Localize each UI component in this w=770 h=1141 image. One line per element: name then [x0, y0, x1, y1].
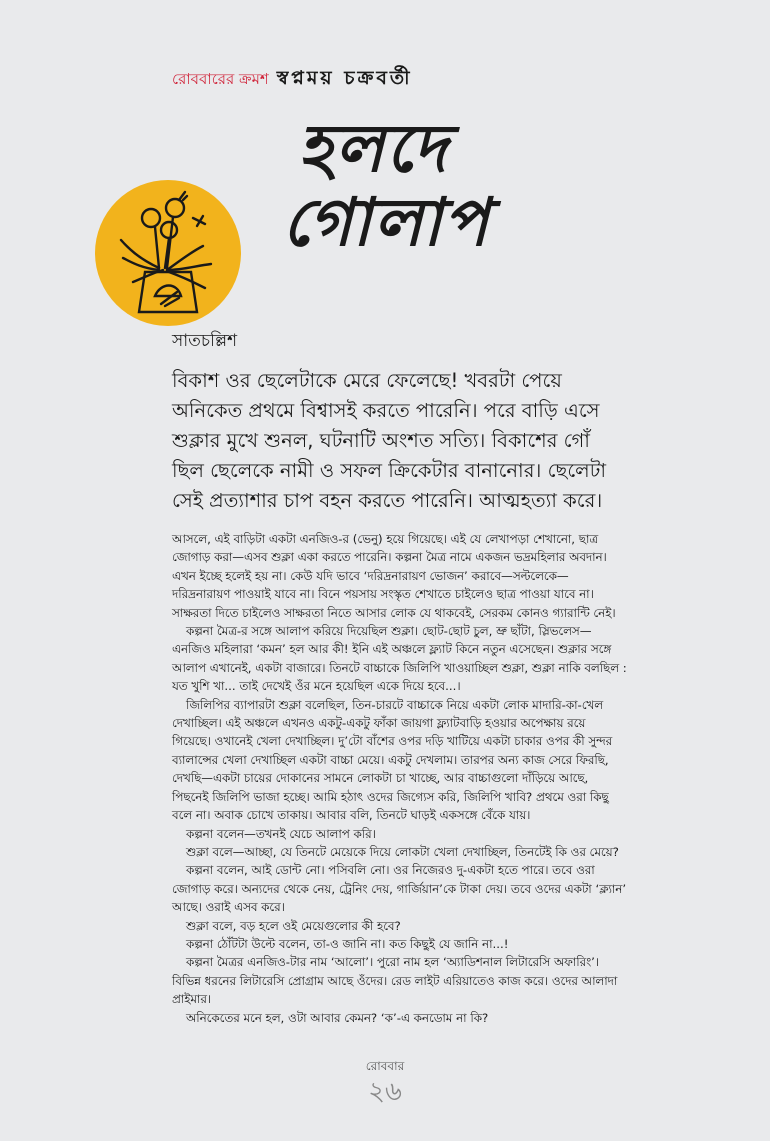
- body-paragraph: কল্পনা ঠোঁটটা উল্টে বলেন, তা-ও জানি না। কত কিছুই যে জানি না...!: [186, 936, 509, 951]
- title-word-2: গোলাপ: [282, 183, 491, 261]
- series-label: রোববারের ক্রমশ: [172, 70, 269, 88]
- body-paragraph: কল্পনা বলেন—তখনই যেচে আলাপ করি।: [186, 826, 376, 841]
- body-paragraph: জিলিপির ব্যাপারটা শুক্লা বলেছিল, তিন-চারটে বাচ্চাকে নিয়ে একটা লোক মাদারি-কা-খেল দেখাচ্ছিল। এই অঞ্চলে এখনও একটু-একটু ফাঁকা জায়গা ফ্ল্যাটবাড়ি হওয়ার অপেক্ষায় রয়ে গিয়েছে। ওখানেই খেলা দেখাচ্ছিল। দু’টো বাঁশের ওপর দড়ি খাটিয়ে একটা চাকার ওপর কী সুন্দর ব্যালান্সের খেলা দেখাচ্ছিল একটা বাচ্চা মেয়ে। একটু দেখলাম। তারপর অন্য কাজ সেরে ফিরছি, দেখছি—একটা চায়ের দোকানের সামনে লোকটা চা খাচ্ছে, আর বাচ্চাগুলো দাঁড়িয়ে আছে, পিছনেই জিলিপি ভাজা হচ্ছে। আমি হঠাৎ ওদের জিগ্যেস করি, জিলিপি খাবি? প্রথমে ওরা কিছু বলে না। অবাক চোখে তাকায়। আবার বলি, তিনটে ঘাড়ই একসঙ্গে বেঁকে যায়।: [172, 697, 613, 823]
- author-name: স্বপ্নময় চক্রবর্তী: [276, 67, 413, 89]
- body-paragraph: শুক্লা বলে, বড় হলে ওই মেয়েগুলোর কী হবে?: [186, 918, 401, 933]
- body-paragraph: আসলে, এই বাড়িটা একটা এনজিও-র (ভেনু) হয়ে গিয়েছে। এই যে লেখাপড়া শেখানো, ছাত্র জোগাড় করা—এসব শুক্লা একা করতে পারেনি। কল্পনা মৈত্র নামে একজন ভদ্রমহিলার অবদান। এখন ইচ্ছে হলেই হয় না। কেউ যদি ভাবে ‘দরিদ্রনারায়ণ ভোজন’ করাবে—সল্টলেকে—দরিদ্রনারায়ণ পাওয়াই যাবে না। বিনে পয়সায় সংস্কৃত শেখাতে চাইলেও ছাত্র পাওয়া যাবে না। সাক্ষরতা দিতে চাইলেও সাক্ষরতা নিতে আসার লোক যে থাকবেই, সেরকম কোনও গ্যারান্টি নেই।: [172, 532, 616, 620]
- body-paragraph: কল্পনা বলেন, আই ডোন্ট নো। পসিবলি নো। ওর নিজেরও দু-একটা হতে পারে। তবে ওরা জোগাড় করে। অন্যদের থেকে নেয়, ট্রেনিং দেয়, গার্জিয়ান’কে টাকা দেয়। তবে ওদের একটা ‘ক্ল্যান’ আছে। ওরাই এসব করে।: [172, 863, 627, 915]
- page-folio: [0, 1058, 770, 1106]
- byline: [172, 64, 413, 96]
- article-body: [172, 530, 627, 1027]
- body-paragraph: কল্পনা মৈত্রর এনজিও-টার নাম ‘আলো’। পুরো নাম হল ‘অ্যাডিশনাল লিটারেসি অফারিং’। বিভিন্ন ধরনের লিটারেসি প্রোগ্রাম আছে ওঁদের। রেড লাইট এরিয়াতেও কাজ করে। ওদের আলাদা প্রাইমার।: [172, 955, 618, 1007]
- lead-text: বিকাশ ওর ছেলেটাকে মেরে ফেলেছে! খবরটা পেয়ে অনিকেত প্রথমে বিশ্বাসই করতে পারেনি। পরে বাড়ি এসে শুক্লার মুখে শুনল, ঘটনাটি অংশত সত্যি। বিকাশের গোঁ ছিল ছেলেকে নামী ও সফল ক্রিকেটার বানানোর। ছেলেটা সেই প্রত্যাশার চাপ বহন করতে পারেনি। আত্মহত্যা করে।: [172, 369, 606, 512]
- chapter-number: সাতচল্লিশ: [172, 331, 238, 351]
- body-paragraph: শুক্লা বলে—আচ্ছা, যে তিনটে মেয়েকে দিয়ে লোকটা খেলা দেখাচ্ছিল, তিনটেই কি ওর মেয়ে?: [186, 844, 619, 859]
- page-number: ২৬: [368, 1077, 402, 1107]
- potted-flower-icon: [93, 178, 243, 328]
- body-paragraph: অনিকেতের মনে হল, ওটা আবার কেমন? ‘ক’-এ কনডোম না কি?: [186, 1010, 489, 1025]
- title-word-1: হলদে: [298, 109, 450, 187]
- lead-paragraph: [172, 366, 622, 516]
- body-paragraph: কল্পনা মৈত্র-র সঙ্গে আলাপ করিয়ে দিয়েছিল শুক্লা। ছোট-ছোট চুল, ভ্রু ছাঁটা, স্লিভলেস—এনজিও মহিলারা ‘কমন’ হল আর কী! ইনি এই অঞ্চলে ফ্ল্যাট কিনে নতুন এসেছেন। শুক্লার সঙ্গে আলাপ এখানেই, একটা বাজারে। তিনটে বাচ্চাকে জিলিপি খাওয়াচ্ছিল শুক্লা, শুক্লা নাকি বলছিল : যত খুশি খা... তাই দেখেই ওঁর মনে হয়েছিল একে দিয়ে হবে...।: [172, 624, 627, 694]
- magazine-name: রোববার: [365, 1059, 405, 1073]
